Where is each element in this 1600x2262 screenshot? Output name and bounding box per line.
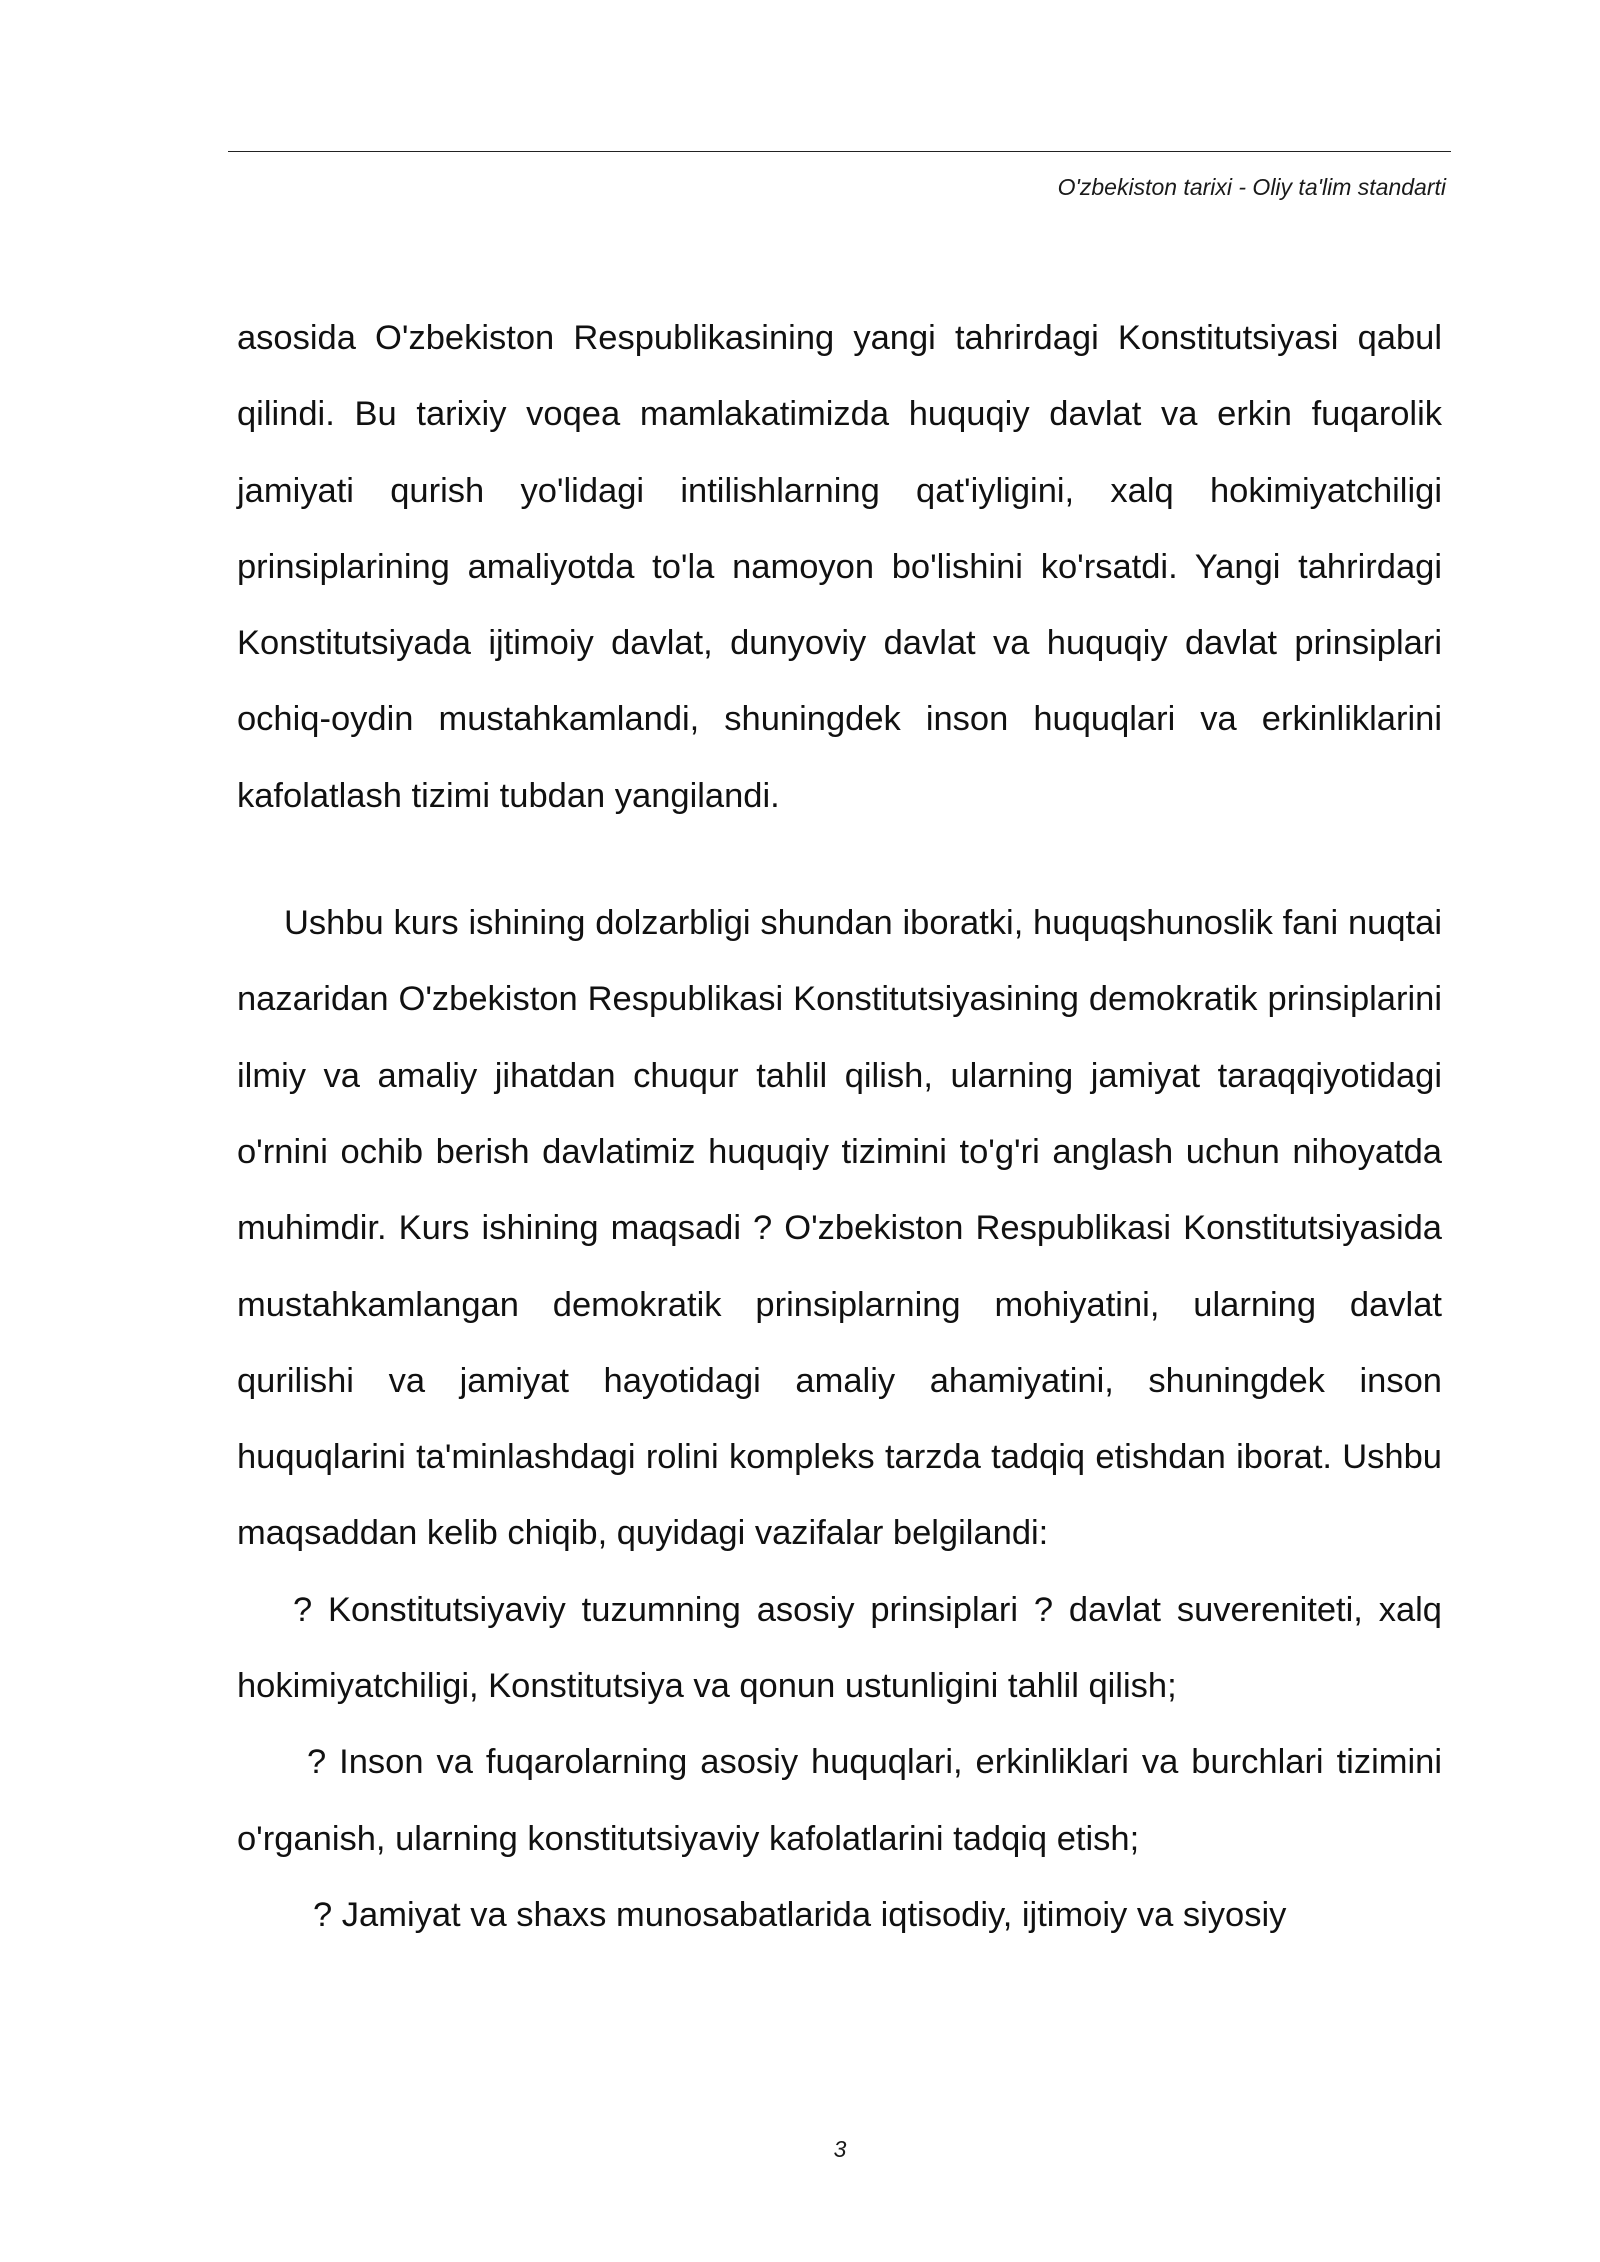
body-text [237,300,1442,1953]
task-item-1: ? Konstitutsiyaviy tuzumning asosiy prinsiplari ? davlat suvereniteti, xalq hokimiyatchiligi, Konstitutsiya va qonun ustunligini tahlil qilish; [237,1590,1442,1706]
task-item-2: ? Inson va fuqarolarning asosiy huquqlari, erkinliklari va burchlari tizimini o'rganish, ularning konstitutsiyaviy kafolatlarini tadqiq etish; [237,1743,1442,1858]
running-header: O'zbekiston tarixi - Oliy ta'lim standarti [1057,174,1446,200]
paragraph-relevance: Ushbu kurs ishining dolzarbligi shundan iboratki, huquqshunoslik fani nuqtai nazaridan O'zbekiston Respublikasi Konstitutsiyasining demokratik prinsiplarini ilmiy va amaliy jihatdan chuqur tahlil qilish, ularning jamiyat taraqqiyotidagi o'rnini ochib berish davlatimiz huquqiy tizimini to'g'ri anglash uchun nihoyatda muhimdir. Kurs ishining maqsadi ? O'zbekiston Respublikasi Konstitutsiyasida mustahkamlangan demokratik prinsiplarning mohiyatini, ularning davlat qurilishi va jamiyat hayotidagi amaliy ahamiyatini, shuningdek inson huquqlarini ta'minlashdagi rolini kompleks tarzda tadqiq etishdan iborat. Ushbu maqsaddan kelib chiqib, quyidagi vazifalar belgilandi: [237,904,1442,1553]
task-item-3: ? Jamiyat va shaxs munosabatlarida iqtisodiy, ijtimoiy va siyosiy [313,1895,1287,1934]
page-number: 3 [833,2136,847,2162]
header-rule [228,151,1451,152]
paragraph-continuation: asosida O'zbekiston Respublikasining yangi tahrirdagi Konstitutsiyasi qabul qilindi. Bu tarixiy voqea mamlakatimizda huquqiy davlat va erkin fuqarolik jamiyati qurish yo'lidagi intilishlarning qat'iyligini, xalq hokimiyatchiligi prinsiplarining amaliyotda to'la namoyon bo'lishini ko'rsatdi. Yangi tahrirdagi Konstitutsiyada ijtimoiy davlat, dunyoviy davlat va huquqiy davlat prinsiplari ochiq-oydin mustahkamlandi, shuningdek inson huquqlari va erkinliklarini kafolatlash tizimi tubdan yangilandi. [237,319,1442,815]
